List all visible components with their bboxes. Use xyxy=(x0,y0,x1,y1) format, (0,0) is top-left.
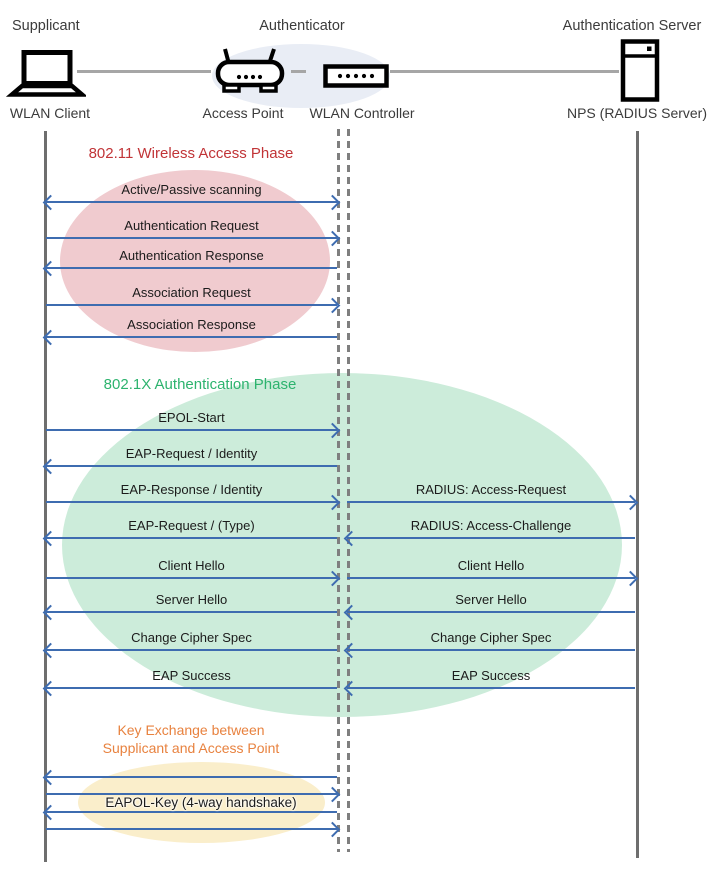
device-label-nps: NPS (RADIUS Server) xyxy=(566,105,708,121)
role-authentication-server: Authentication Server xyxy=(562,18,702,34)
device-label-access-point: Access Point xyxy=(202,105,284,121)
message-label: Association Response xyxy=(127,317,256,332)
role-supplicant: Supplicant xyxy=(12,18,80,34)
server-icon xyxy=(620,39,660,103)
message-label: Change Cipher Spec xyxy=(430,630,552,645)
message-label: EAP Success xyxy=(152,668,231,683)
connector-client-ap xyxy=(77,70,211,73)
message-label: Client Hello xyxy=(457,558,525,573)
message-label: RADIUS: Access-Request xyxy=(415,482,567,497)
message-label: Server Hello xyxy=(155,592,228,607)
message-label: EAP-Request / (Type) xyxy=(128,518,255,533)
phase-title-8021x: 802.1X Authentication Phase xyxy=(103,376,297,393)
message-label: EAP-Request / Identity xyxy=(125,446,258,461)
lifeline-radius-server xyxy=(636,131,639,858)
message-label: Server Hello xyxy=(455,592,527,607)
phase-title-80211: 802.11 Wireless Access Phase xyxy=(88,145,294,162)
message-label: EAP-Response / Identity xyxy=(120,482,263,497)
role-authenticator: Authenticator xyxy=(259,18,345,34)
message-label: Client Hello xyxy=(158,558,225,573)
laptop-icon xyxy=(6,50,86,98)
message-label: EPOL-Start xyxy=(158,410,225,425)
phase-title-key-exchange-line1: Key Exchange between xyxy=(117,722,265,738)
connector-controller-server xyxy=(390,70,619,73)
phase-title-key-exchange-line2: Supplicant and Access Point xyxy=(102,740,280,756)
message-label: RADIUS: Access-Challenge xyxy=(410,518,572,533)
wlan-controller-icon xyxy=(323,64,389,88)
access-point-icon xyxy=(214,48,286,96)
connector-ap-controller xyxy=(291,70,306,73)
device-label-wlan-controller: WLAN Controller xyxy=(309,105,415,121)
message-label: Change Cipher Spec xyxy=(131,630,252,645)
eapol-key-handshake-label: EAPOL-Key (4-way handshake) xyxy=(105,795,297,810)
message-label: Authentication Request xyxy=(124,218,259,233)
message-label: EAP Success xyxy=(451,668,531,683)
message-label: Association Request xyxy=(132,285,251,300)
message-label: Active/Passive scanning xyxy=(121,182,262,197)
device-label-wlan-client: WLAN Client xyxy=(9,105,91,121)
message-label: Authentication Response xyxy=(119,248,264,263)
